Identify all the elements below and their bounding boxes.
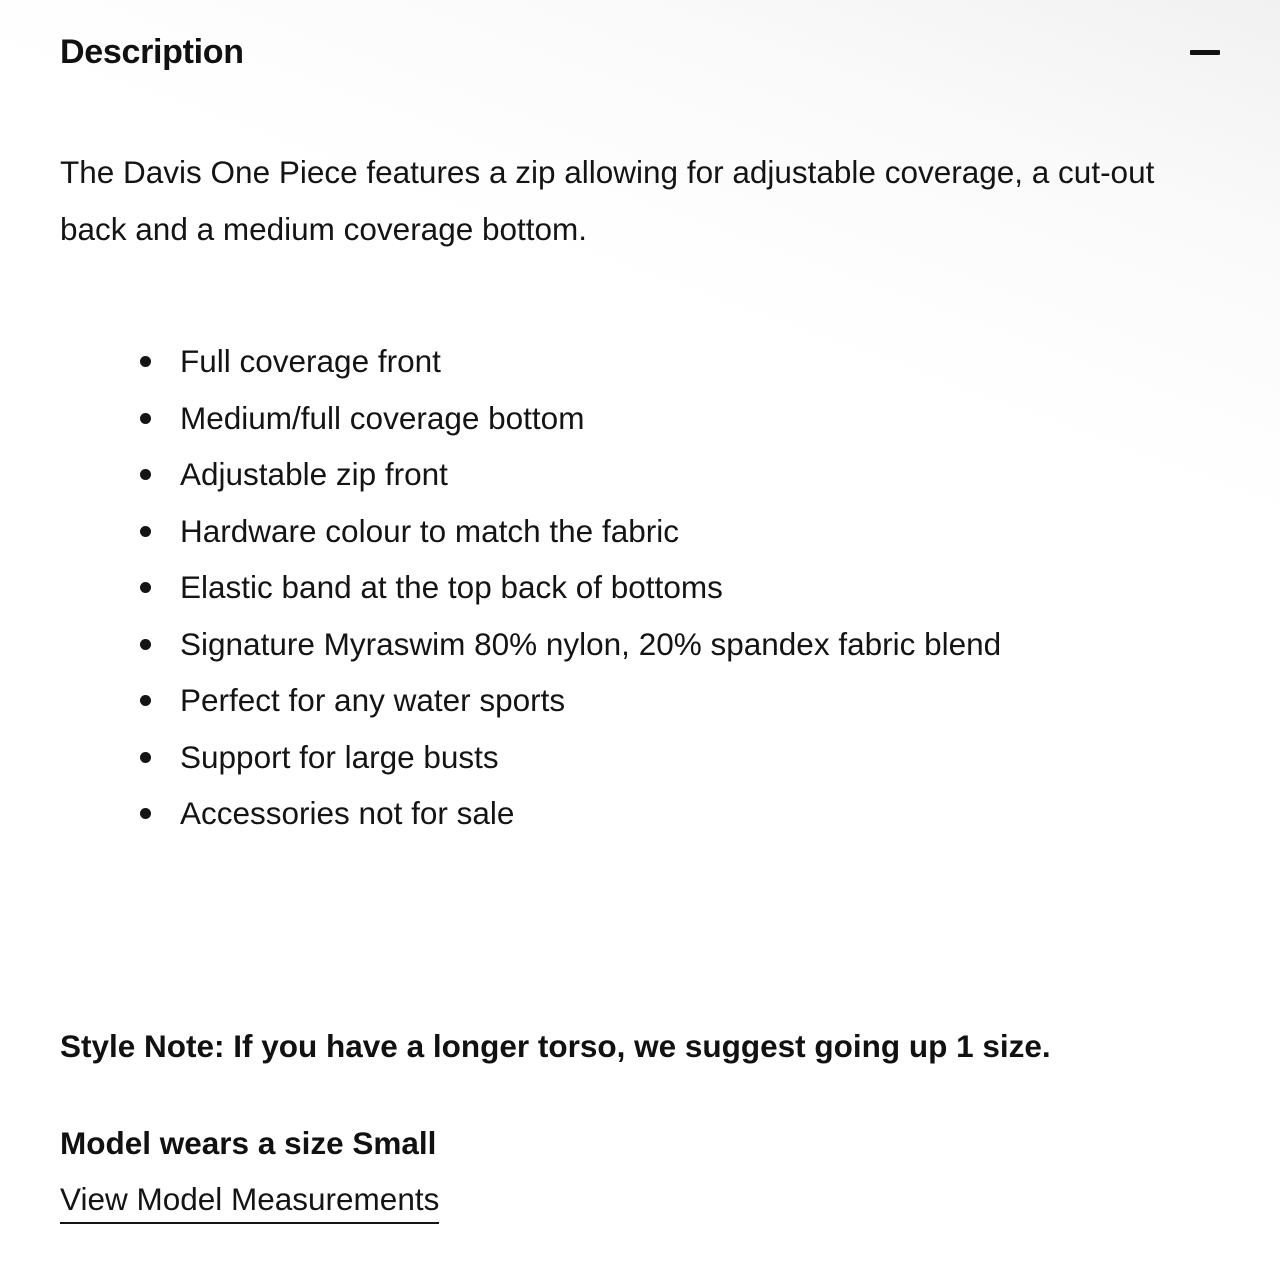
feature-item bbox=[180, 785, 1230, 842]
model-size-label: Model wears a size Small bbox=[60, 1125, 437, 1161]
minus-icon bbox=[1190, 50, 1220, 55]
bullet-icon bbox=[140, 469, 151, 480]
feature-text: Elastic band at the top back of bottoms bbox=[180, 569, 723, 605]
feature-text: Perfect for any water sports bbox=[180, 682, 566, 718]
feature-item bbox=[180, 672, 1230, 729]
description-title: Description bbox=[60, 33, 244, 71]
feature-text: Full coverage front bbox=[180, 343, 441, 379]
feature-item bbox=[180, 616, 1230, 673]
feature-list bbox=[180, 333, 1230, 842]
feature-text: Signature Myraswim 80% nylon, 20% spandex fabric blend bbox=[180, 625, 1002, 662]
description-intro: The Davis One Piece features a zip allowing for adjustable coverage, a cut-out back and a medium coverage bottom. bbox=[60, 154, 1155, 247]
feature-item bbox=[180, 390, 1230, 447]
collapse-toggle-button[interactable] bbox=[1190, 36, 1222, 68]
style-note: Style Note: If you have a longer torso, we suggest going up 1 size. bbox=[60, 1028, 1051, 1064]
view-model-measurements-link[interactable]: View Model Measurements bbox=[60, 1176, 439, 1224]
feature-item bbox=[180, 333, 1230, 390]
bullet-icon bbox=[140, 752, 151, 763]
feature-item bbox=[180, 729, 1230, 786]
feature-text: Accessories not for sale bbox=[180, 795, 515, 831]
bullet-icon bbox=[140, 526, 151, 537]
feature-text: Support for large busts bbox=[180, 738, 499, 775]
bullet-icon bbox=[140, 356, 151, 367]
bullet-icon bbox=[140, 808, 151, 819]
bullet-icon bbox=[140, 413, 151, 424]
bullet-icon bbox=[140, 582, 151, 593]
feature-text: Medium/full coverage bottom bbox=[180, 399, 585, 436]
feature-item bbox=[180, 503, 1230, 560]
feature-item bbox=[180, 446, 1230, 503]
bullet-icon bbox=[140, 639, 151, 650]
feature-text: Adjustable zip front bbox=[180, 456, 448, 492]
description-accordion-header[interactable] bbox=[60, 28, 1222, 76]
feature-text: Hardware colour to match the fabric bbox=[180, 512, 679, 549]
feature-item bbox=[180, 559, 1230, 616]
bullet-icon bbox=[140, 695, 151, 706]
